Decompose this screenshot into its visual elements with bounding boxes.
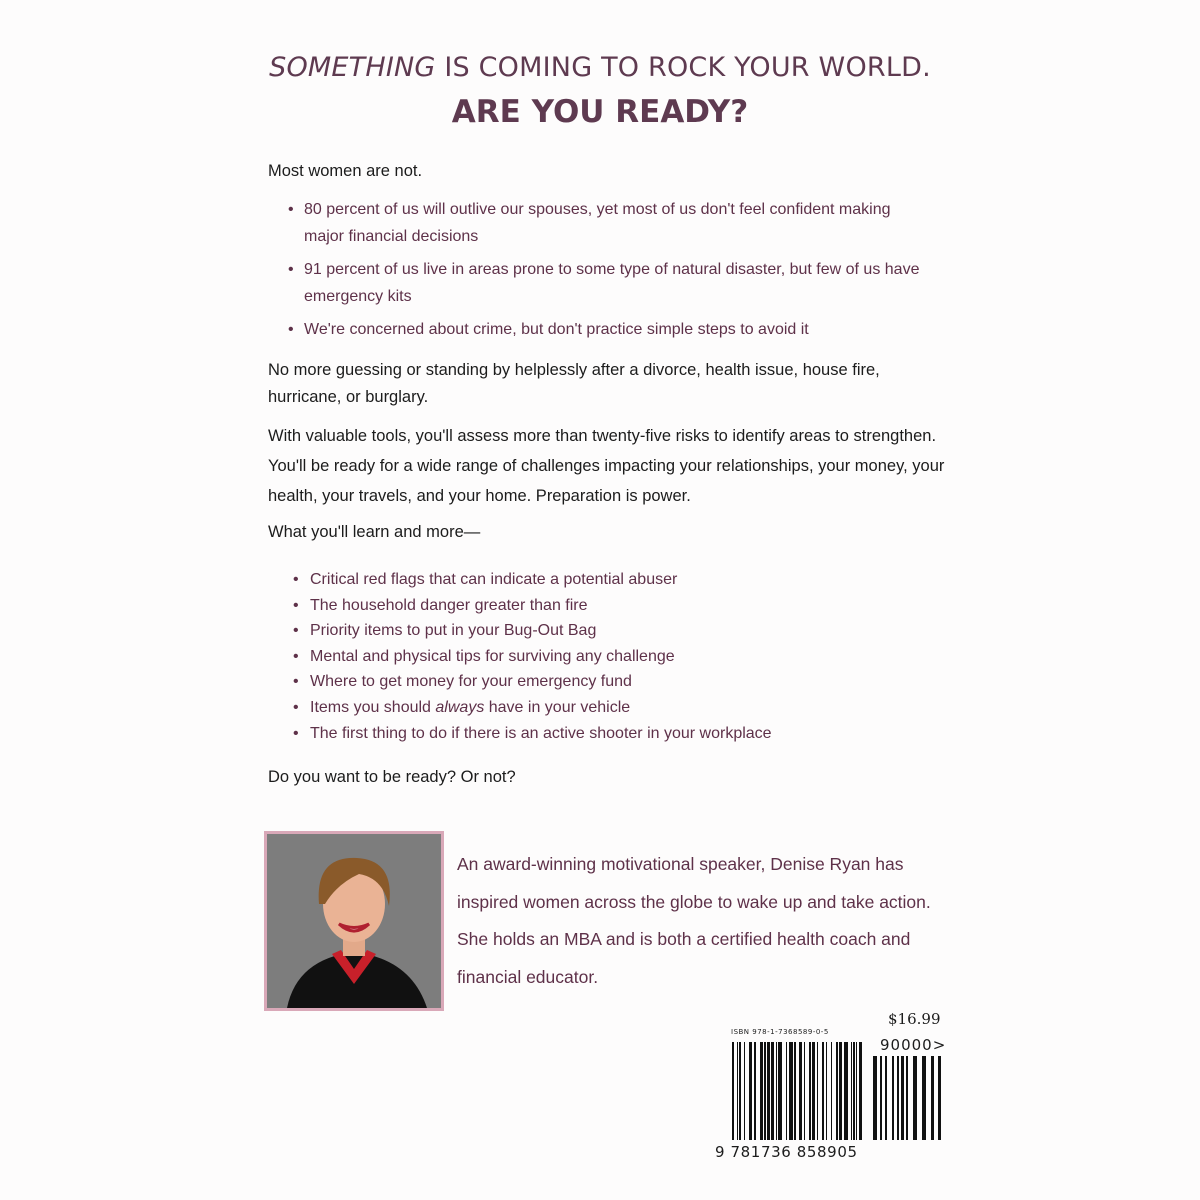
barcode-bar — [844, 1042, 848, 1140]
barcode-bar — [839, 1042, 842, 1140]
headline-italic-word: SOMETHING — [269, 52, 436, 83]
barcode-bar — [809, 1042, 811, 1140]
barcode-bar — [851, 1042, 852, 1140]
learn-item-text: Items you should — [310, 698, 436, 716]
barcode-bar — [739, 1042, 741, 1140]
learn-item-text: Critical red flags that can indicate a potential abuser — [310, 571, 678, 588]
learn-item-text: The first thing to do if there is an active shooter in your workplace — [310, 724, 772, 742]
barcode-bar — [794, 1042, 796, 1140]
barcode-bar — [754, 1042, 756, 1140]
addon-bar — [892, 1056, 894, 1140]
addon-bar — [922, 1056, 926, 1140]
closing-question: Do you want to be ready? Or not? — [268, 768, 516, 787]
headline-rest: IS COMING TO ROCK YOUR WORLD. — [435, 52, 931, 83]
barcode-bar — [799, 1042, 802, 1140]
barcode-icon — [730, 1042, 945, 1142]
addon-bar — [880, 1056, 882, 1140]
stat-item — [288, 316, 928, 343]
barcode-bar — [856, 1042, 857, 1140]
barcode-bar — [817, 1042, 818, 1140]
bullet-icon: • — [293, 673, 299, 691]
learn-item-text: The household danger greater than fire — [310, 596, 588, 614]
barcode-bar — [737, 1042, 738, 1140]
addon-bar — [901, 1056, 904, 1140]
learn-item-text: have in your vehicle — [484, 698, 631, 716]
learn-item — [293, 721, 958, 747]
headline-line1 — [0, 52, 1200, 83]
addon-bar — [913, 1056, 917, 1140]
learn-item — [293, 567, 958, 593]
stat-item — [288, 256, 928, 310]
stat-item — [288, 196, 928, 250]
bullet-icon: • — [288, 261, 294, 278]
headline-line2: ARE YOU READY? — [451, 94, 749, 130]
barcode-bar — [822, 1042, 824, 1140]
learn-list — [293, 567, 958, 746]
paragraph-2: With valuable tools, you'll assess more than twenty-five risks to identify areas to strengthen. You'll be ready for a wide range of challenges impacting your relationships, your money, your health, your travels, and your home. Preparation is power. — [268, 427, 945, 505]
price: $16.99 — [888, 1010, 941, 1028]
learn-item — [293, 618, 958, 644]
bullet-icon: • — [293, 596, 299, 614]
barcode-bar — [771, 1042, 774, 1140]
barcode-bar — [836, 1042, 838, 1140]
barcode-bar — [732, 1042, 734, 1140]
learn-item — [293, 593, 958, 619]
learn-intro: What you'll learn and more— — [268, 523, 481, 541]
barcode-bar — [859, 1042, 862, 1140]
learn-item-text: Mental and physical tips for surviving any challenge — [310, 647, 675, 665]
bullet-icon: • — [288, 321, 294, 338]
barcode-bar — [744, 1042, 745, 1140]
addon-bar — [906, 1056, 908, 1140]
barcode-bar — [853, 1042, 855, 1140]
barcode-bar — [826, 1042, 827, 1140]
addon-bar — [897, 1056, 899, 1140]
bullet-icon: • — [293, 622, 299, 640]
barcode-bar — [778, 1042, 782, 1140]
learn-item-text: Priority items to put in your Bug-Out Bag — [310, 622, 597, 640]
bullet-icon: • — [293, 571, 299, 588]
learn-item-text: Where to get money for your emergency fund — [310, 673, 632, 691]
isbn-label: ISBN 978-1-7368589-0-5 — [731, 1028, 829, 1036]
addon-bar — [885, 1056, 887, 1140]
addon-bar — [931, 1056, 934, 1140]
barcode-digits: 9 781736 858905 — [715, 1143, 858, 1161]
barcode-bar — [786, 1042, 787, 1140]
stat-text: 80 percent of us will outlive our spouses, yet most of us don't feel confident making major financial decisions — [304, 201, 891, 245]
bullet-icon: • — [293, 724, 299, 742]
learn-item — [293, 695, 958, 721]
bullet-icon: • — [293, 698, 299, 716]
author-portrait-icon — [267, 834, 441, 1008]
paragraph-1: No more guessing or standing by helplessly after a divorce, health issue, house fire, hurricane, or burglary. — [268, 361, 880, 406]
learn-item — [293, 669, 958, 695]
barcode-bar — [749, 1042, 752, 1140]
barcode-bar — [789, 1042, 793, 1140]
barcode-bar — [812, 1042, 815, 1140]
learn-item-emphasis: always — [435, 698, 485, 716]
author-bio: An award-winning motivational speaker, Denise Ryan has inspired women across the globe to wake up and take action. She holds an MBA and is both a certified health coach and financial educator. — [457, 854, 931, 988]
barcode-bar — [767, 1042, 770, 1140]
bullet-icon: • — [293, 647, 299, 665]
stat-text: 91 percent of us live in areas prone to some type of natural disaster, but few of us have emergency kits — [304, 261, 920, 305]
barcode-bar — [831, 1042, 832, 1140]
price-code: 90000> — [880, 1036, 947, 1054]
intro-text: Most women are not. — [268, 162, 423, 180]
addon-bar — [938, 1056, 941, 1140]
barcode-bar — [764, 1042, 766, 1140]
learn-item — [293, 644, 958, 670]
author-photo — [264, 831, 444, 1011]
barcode-bar — [760, 1042, 763, 1140]
barcode-bar — [776, 1042, 777, 1140]
addon-bar — [873, 1056, 877, 1140]
barcode-bar — [804, 1042, 805, 1140]
stat-text: We're concerned about crime, but don't practice simple steps to avoid it — [304, 321, 809, 338]
bullet-icon: • — [288, 201, 294, 218]
body-column — [268, 158, 958, 791]
